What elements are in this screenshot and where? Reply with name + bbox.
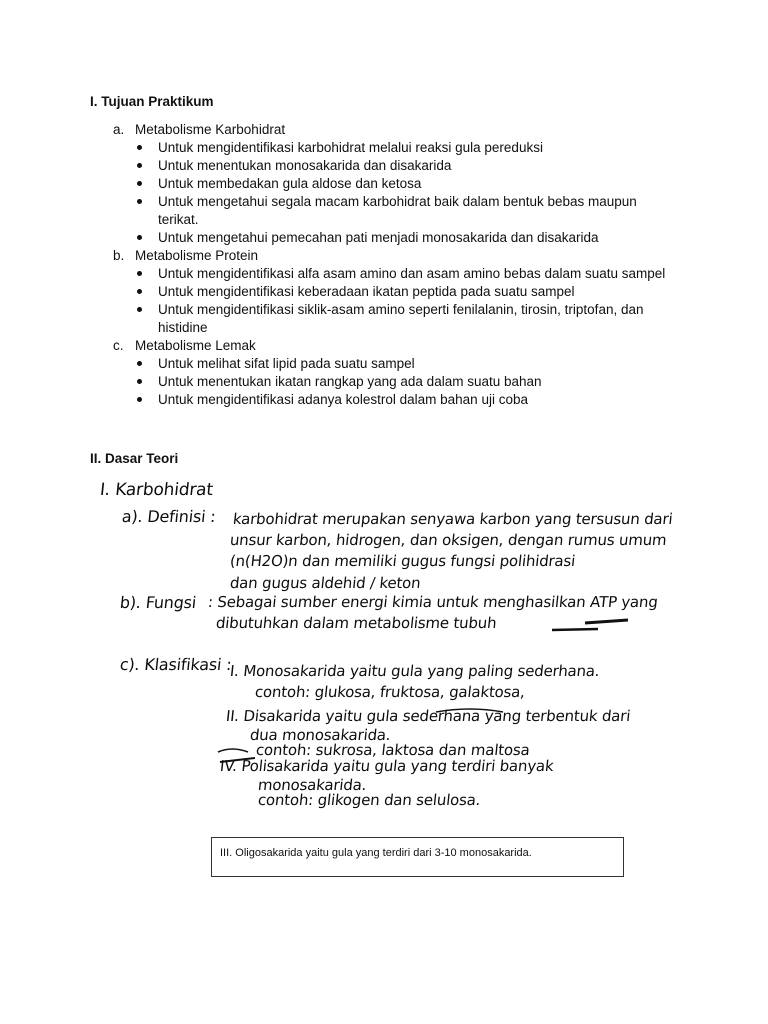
fungsi-line: : Sebagai sumber energi kimia untuk menghasilkan ATP yang: [207, 593, 659, 611]
scribble-mark: [552, 629, 598, 630]
list-item: Untuk mengetahui pemecahan pati menjadi monosakarida dan disakarida: [113, 229, 713, 247]
list-item: Untuk mengidentifikasi keberadaan ikatan peptida pada suatu sampel: [113, 283, 713, 301]
definisi-line: karbohidrat merupakan senyawa karbon yang tersusun dari: [232, 510, 674, 528]
klasifikasi-line: contoh: glikogen dan selulosa.: [257, 791, 482, 809]
typed-note-box: III. Oligosakarida yaitu gula yang terdiri dari 3-10 monosakarida.: [211, 837, 624, 877]
scribble-mark: [218, 749, 248, 752]
scribble-mark: [436, 709, 503, 712]
klasifikasi-line: I. Monosakarida yaitu gula yang paling sederhana.: [229, 662, 601, 680]
definisi-line: dan gugus aldehid / keton: [229, 574, 422, 592]
strike-mark: [220, 758, 255, 762]
klasifikasi-line: dua monosakarida.: [249, 726, 392, 744]
list-item: Untuk mengetahui segala macam karbohidrat baik dalam bentuk bebas maupun terikat.: [113, 193, 713, 229]
list-item: Untuk menentukan ikatan rangkap yang ada dalam suatu bahan: [113, 373, 713, 391]
section-heading-dasar-teori: II. Dasar Teori: [90, 451, 179, 466]
list-item: Untuk mengidentifikasi karbohidrat melalui reaksi gula pereduksi: [113, 139, 713, 157]
fungsi-line: dibutuhkan dalam metabolisme tubuh: [215, 614, 498, 632]
klasifikasi-label: c). Klasifikasi :: [119, 655, 233, 674]
list-item: Untuk mengidentifikasi siklik-asam amino seperti fenilalanin, tirosin, triptofan, dan histidine: [113, 301, 713, 337]
scribble-mark: [585, 620, 628, 623]
klasifikasi-line: contoh: sukrosa, laktosa dan maltosa: [255, 741, 531, 759]
klasifikasi-line: IV. Polisakarida yaitu gula yang terdiri banyak: [219, 757, 555, 775]
category-title: Metabolisme Protein: [135, 248, 259, 263]
list-item: Untuk mengidentifikasi alfa asam amino dan asam amino bebas dalam suatu sampel: [113, 265, 713, 283]
list-item: Untuk membedakan gula aldose dan ketosa: [113, 175, 713, 193]
category-marker: a.: [113, 122, 125, 137]
definisi-line: (n(H2O)n dan memiliki gugus fungsi polihidrasi: [229, 552, 577, 570]
definisi-line: unsur karbon, hidrogen, dan oksigen, dengan rumus umum: [229, 531, 668, 549]
klasifikasi-line: II. Disakarida yaitu gula sederhana yang terbentuk dari: [225, 707, 632, 725]
handwritten-topic: I. Karbohidrat: [98, 480, 214, 500]
category-title: Metabolisme Lemak: [135, 338, 256, 353]
list-item: Untuk melihat sifat lipid pada suatu sampel: [113, 355, 713, 373]
klasifikasi-line: contoh: glukosa, fruktosa, galaktosa,: [254, 683, 526, 701]
category-marker: c.: [113, 338, 124, 353]
list-item: Untuk menentukan monosakarida dan disakarida: [113, 157, 713, 175]
fungsi-label: b). Fungsi: [119, 593, 198, 612]
definisi-label: a). Definisi :: [121, 507, 217, 526]
category-marker: b.: [113, 248, 125, 263]
list-item: Untuk mengidentifikasi adanya kolestrol dalam bahan uji coba: [113, 391, 713, 409]
category-title: Metabolisme Karbohidrat: [135, 122, 286, 137]
klasifikasi-line: monosakarida.: [257, 776, 368, 794]
section-heading-tujuan: I. Tujuan Praktikum: [90, 94, 214, 109]
